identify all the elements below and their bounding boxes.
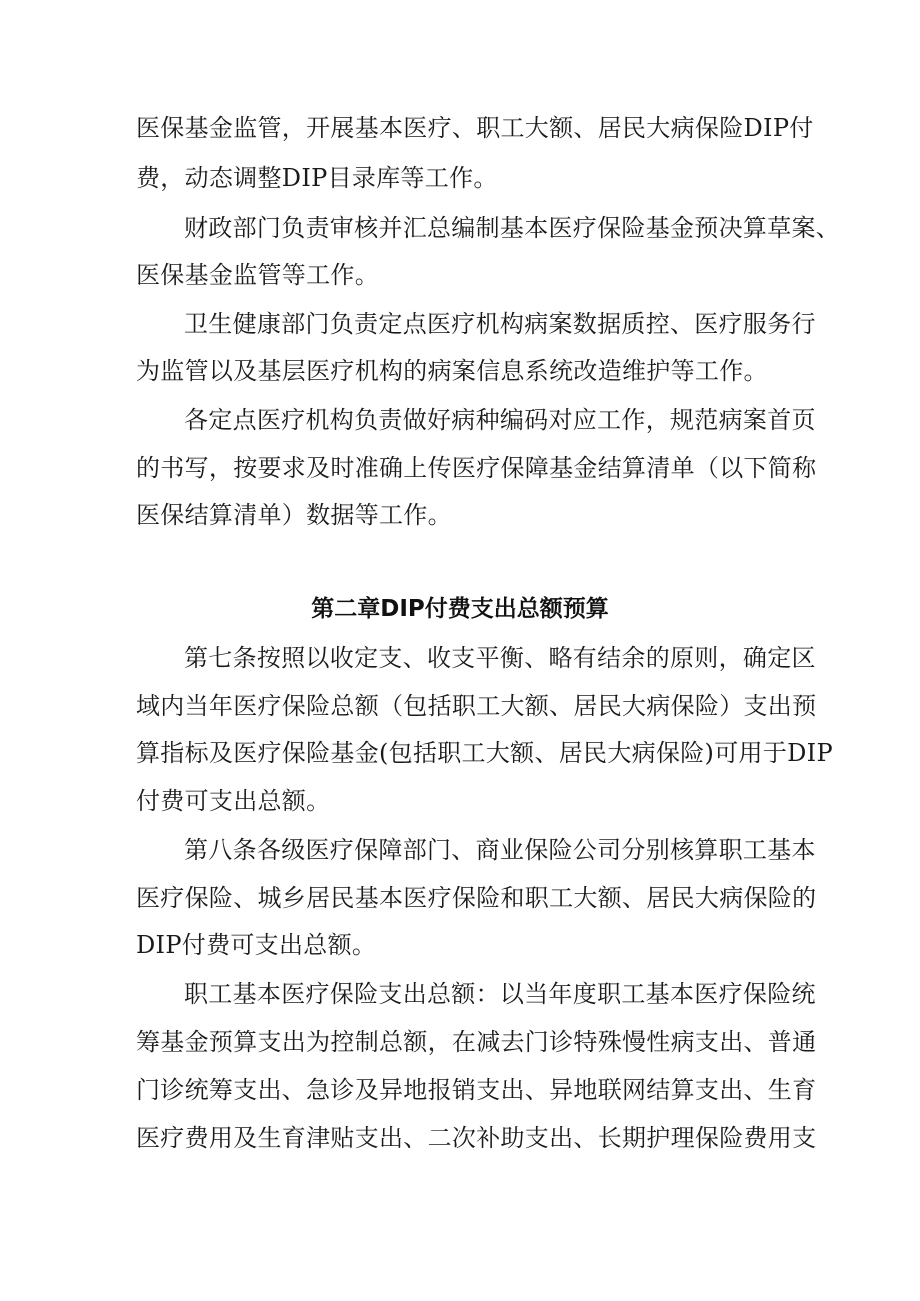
- paragraph-line: 为监管以及基层医疗机构的病案信息系统改造维护等工作。: [136, 357, 768, 385]
- paragraph-line: 付费可支出总额。: [136, 787, 331, 815]
- paragraph-line: 财政部门负责审核并汇总编制基本医疗保险基金预决算草案、: [184, 214, 841, 242]
- paragraph-line: 算指标及医疗保险基金(包括职工大额、居民大病保险)可用于DIP: [136, 739, 833, 767]
- paragraph-line: 医疗保险、城乡居民基本医疗保险和职工大额、居民大病保险的: [136, 884, 817, 912]
- paragraph-line: 门诊统筹支出、急诊及异地报销支出、异地联网结算支出、生育: [136, 1076, 817, 1104]
- paragraph-line: 筹基金预算支出为控制总额，在减去门诊特殊慢性病支出、普通: [136, 1028, 817, 1056]
- paragraph-line: 医保基金监管等工作。: [136, 261, 379, 289]
- paragraph-line: 职工基本医疗保险支出总额：以当年度职工基本医疗保险统: [184, 980, 816, 1008]
- paragraph-line: 费，动态调整DIP目录库等工作。: [136, 164, 498, 192]
- paragraph-line: 域内当年医疗保险总额（包括职工大额、居民大病保险）支出预: [136, 692, 817, 720]
- paragraph-line: 医保结算清单）数据等工作。: [136, 501, 452, 529]
- paragraph-line: 各定点医疗机构负责做好病种编码对应工作，规范病案首页: [184, 406, 816, 434]
- paragraph-line: 第七条按照以收定支、收支平衡、略有结余的原则，确定区: [184, 644, 816, 672]
- paragraph-line: DIP付费可支出总额。: [136, 931, 377, 959]
- paragraph-line: 第八条各级医疗保障部门、商业保险公司分别核算职工基本: [184, 836, 816, 864]
- chapter-heading: 第二章DIP付费支出总额预算: [311, 596, 609, 622]
- paragraph-line: 卫生健康部门负责定点医疗机构病案数据质控、医疗服务行: [184, 310, 816, 338]
- paragraph-line: 医保基金监管，开展基本医疗、职工大额、居民大病保险DIP付: [136, 114, 814, 142]
- paragraph-line: 医疗费用及生育津贴支出、二次补助支出、长期护理保险费用支: [136, 1124, 817, 1152]
- paragraph-line: 的书写，按要求及时准确上传医疗保障基金结算清单（以下简称: [136, 454, 817, 482]
